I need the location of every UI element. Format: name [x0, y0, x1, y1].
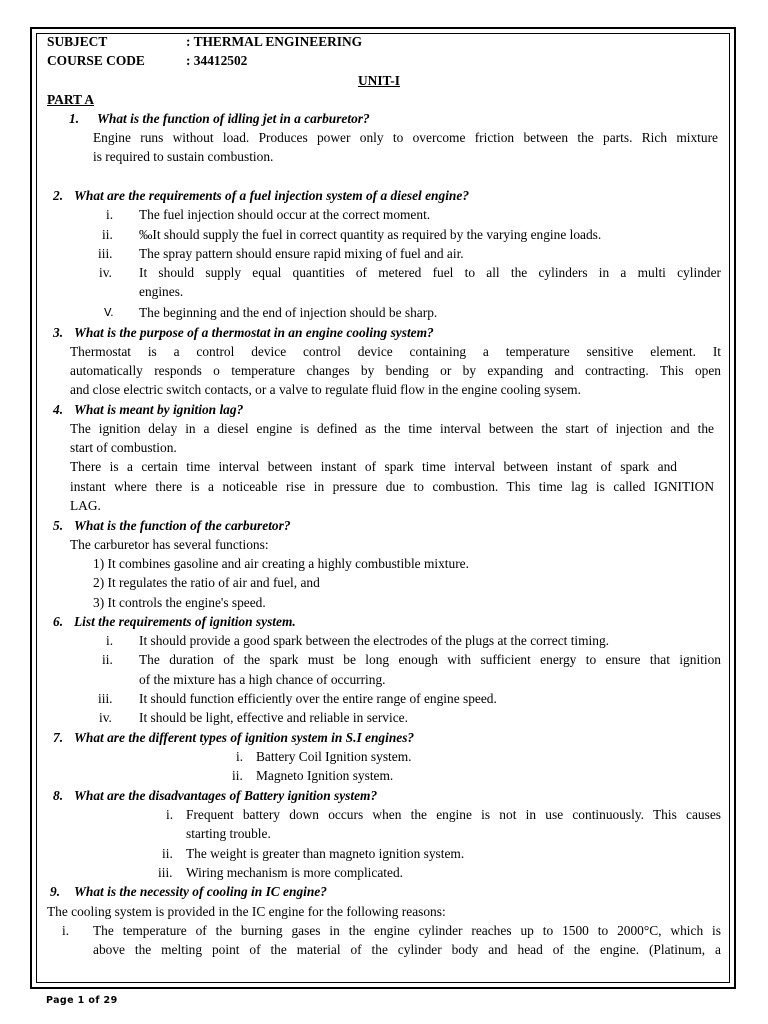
answer-4-line-4: instant where there is a noticeable rise in pressure due to combustion. This time lag is called IGNITION — [70, 479, 714, 494]
part-heading: PART A — [47, 92, 95, 107]
list-numeral: ii. — [102, 227, 113, 242]
list-item: The temperature of the burning gases in the engine cylinder reaches up to 1500 to 2000°C, which is — [93, 923, 721, 938]
answer-9-intro: The cooling system is provided in the IC engine for the following reasons: — [47, 904, 446, 919]
answer-3-line-3: and close electric switch contacts, or a valve to regulate fluid flow in the engine cooling sysem. — [70, 382, 581, 397]
list-item: 1) It combines gasoline and air creating a highly combustible mixture. — [93, 556, 469, 571]
list-item: The beginning and the end of injection should be sharp. — [139, 305, 438, 320]
answer-4-line-3: There is a certain time interval between instant of spark time interval between instant of spark and — [70, 459, 677, 474]
question-5-number: 5. — [53, 518, 64, 533]
list-item: Wiring mechanism is more complicated. — [186, 865, 403, 880]
question-5: What is the function of the carburetor? — [74, 518, 291, 533]
question-3: What is the purpose of a thermostat in an engine cooling system? — [74, 325, 434, 340]
list-numeral: ii. — [102, 652, 113, 667]
list-item: ‰It should supply the fuel in correct quantity as required by the varying engine loads. — [139, 227, 602, 242]
question-4: What is meant by ignition lag? — [74, 402, 244, 417]
list-item: 2) It regulates the ratio of air and fuel, and — [93, 575, 320, 590]
answer-3-line-1: Thermostat is a control device control device containing a temperature sensitive element. It — [70, 344, 721, 359]
list-numeral: i. — [166, 807, 174, 822]
list-item-continued: starting trouble. — [186, 826, 271, 841]
answer-3-line-2: automatically responds o temperature changes by bending or by expanding and contracting. This open — [70, 363, 721, 378]
list-item: The duration of the spark must be long enough with sufficient energy to ensure that ignition — [139, 652, 721, 667]
list-item: It should function efficiently over the entire range of engine speed. — [139, 691, 497, 706]
list-item: It should supply equal quantities of metered fuel to all the cylinders in a multi cylinder — [139, 265, 721, 280]
list-numeral: i. — [106, 633, 114, 648]
list-item-continued: above the melting point of the material of the cylinder body and head of the engine. (Platinum, a — [93, 942, 721, 957]
question-1: What is the function of idling jet in a carburetor? — [97, 111, 370, 126]
list-item: Magneto Ignition system. — [256, 768, 394, 783]
answer-5-intro: The carburetor has several functions: — [70, 537, 269, 552]
subject-label: SUBJECT — [47, 34, 108, 49]
question-9-number: 9. — [50, 884, 61, 899]
list-numeral: i. — [236, 749, 244, 764]
list-item: Battery Coil Ignition system. — [256, 749, 412, 764]
question-3-number: 3. — [53, 325, 64, 340]
answer-4-line-5: LAG. — [70, 498, 101, 513]
answer-1-line-2: is required to sustain combustion. — [93, 149, 274, 164]
unit-heading: UNIT-I — [358, 73, 400, 88]
subject-value: : THERMAL ENGINEERING — [186, 34, 363, 49]
course-code-label: COURSE CODE — [47, 53, 145, 68]
page-border-inner — [36, 33, 730, 983]
question-7: What are the different types of ignition system in S.I engines? — [74, 730, 415, 745]
list-item: The spray pattern should ensure rapid mixing of fuel and air. — [139, 246, 464, 261]
answer-4-line-2: start of combustion. — [70, 440, 177, 455]
question-2-number: 2. — [53, 188, 64, 203]
list-numeral: iv. — [99, 710, 112, 725]
list-item: The weight is greater than magneto ignition system. — [186, 846, 465, 861]
list-item: Frequent battery down occurs when the engine is not in use continuously. This causes — [186, 807, 721, 822]
list-item: It should provide a good spark between the electrodes of the plugs at the correct timing. — [139, 633, 610, 648]
question-9: What is the necessity of cooling in IC engine? — [74, 884, 327, 899]
question-1-number: 1. — [69, 111, 80, 126]
list-numeral: iii. — [158, 865, 173, 880]
list-numeral: iii. — [98, 246, 113, 261]
question-7-number: 7. — [53, 730, 64, 745]
course-code-value: : 34412502 — [186, 53, 248, 68]
list-numeral: i. — [106, 207, 114, 222]
question-6: List the requirements of ignition system. — [74, 614, 296, 629]
question-2: What are the requirements of a fuel injection system of a diesel engine? — [74, 188, 470, 203]
list-numeral: iii. — [98, 691, 113, 706]
list-item: The fuel injection should occur at the correct moment. — [139, 207, 431, 222]
answer-4-line-1: The ignition delay in a diesel engine is defined as the time interval between the start of injection and the — [70, 421, 714, 436]
list-numeral: iv. — [99, 265, 112, 280]
list-numeral: ii. — [162, 846, 173, 861]
answer-1-line-1: Engine runs without load. Produces power only to overcome friction between the parts. Rich mixture — [93, 130, 718, 145]
page-number-footer: Page 1 of 29 — [46, 995, 118, 1006]
question-6-number: 6. — [53, 614, 64, 629]
list-numeral: i. — [62, 923, 70, 938]
list-item: 3) It controls the engine's speed. — [93, 595, 266, 610]
question-4-number: 4. — [53, 402, 64, 417]
question-8-number: 8. — [53, 788, 64, 803]
list-item: It should be light, effective and reliable in service. — [139, 710, 408, 725]
question-8: What are the disadvantages of Battery ignition system? — [74, 788, 378, 803]
list-numeral: V. — [104, 306, 114, 319]
list-item-continued: engines. — [139, 284, 184, 299]
list-numeral: ii. — [232, 768, 243, 783]
list-item-continued: of the mixture has a high chance of occurring. — [139, 672, 386, 687]
